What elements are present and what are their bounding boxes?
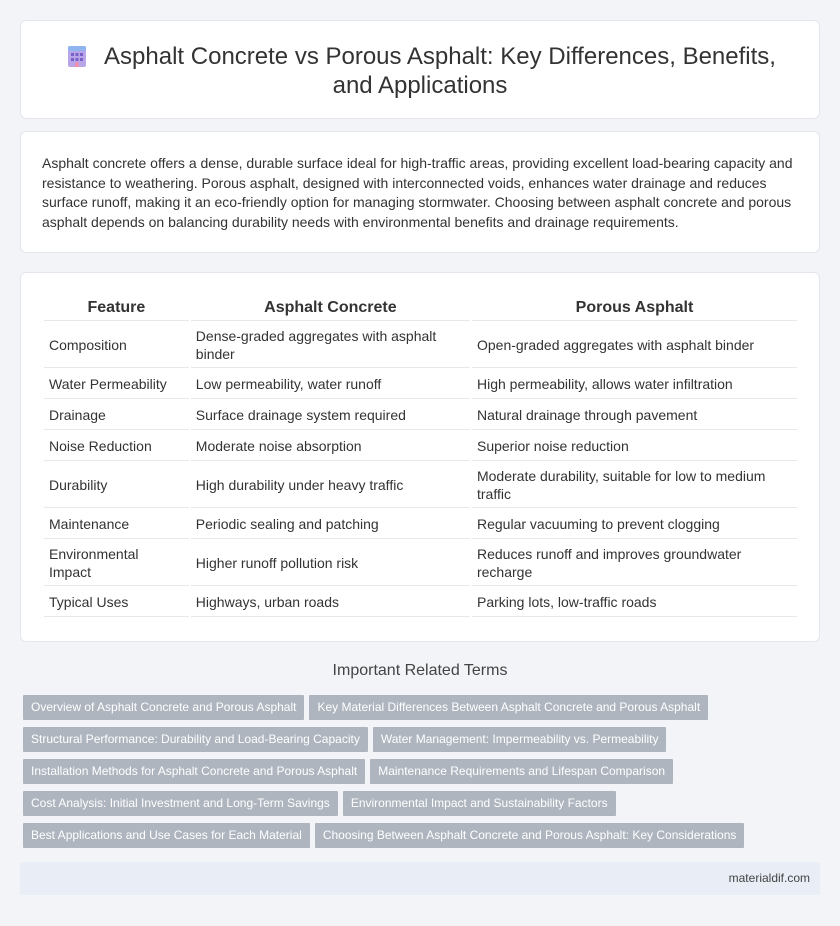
table-row xyxy=(44,432,797,461)
table-cell: Moderate durability, suitable for low to medium traffic xyxy=(472,463,797,508)
table-cell: Composition xyxy=(44,323,189,368)
footer xyxy=(20,862,820,895)
table-row xyxy=(44,463,797,508)
footer-site-link[interactable]: materialdif.com xyxy=(728,871,810,885)
table-row xyxy=(44,323,797,368)
related-term-link[interactable]: Water Management: Impermeability vs. Permeability xyxy=(373,727,667,752)
related-term-link[interactable]: Environmental Impact and Sustainability Factors xyxy=(343,791,616,816)
page-title xyxy=(61,42,779,100)
header-card xyxy=(20,20,820,119)
comparison-table xyxy=(42,295,799,619)
related-term-link[interactable]: Choosing Between Asphalt Concrete and Porous Asphalt: Key Considerations xyxy=(315,823,745,848)
related-term-link[interactable]: Maintenance Requirements and Lifespan Comparison xyxy=(370,759,673,784)
table-row xyxy=(44,370,797,399)
table-cell: Noise Reduction xyxy=(44,432,189,461)
table-row xyxy=(44,588,797,617)
table-cell: Surface drainage system required xyxy=(191,401,470,430)
table-cell: Highways, urban roads xyxy=(191,588,470,617)
page-title-text: Asphalt Concrete vs Porous Asphalt: Key Differences, Benefits, and Applications xyxy=(104,43,776,99)
table-cell: Water Permeability xyxy=(44,370,189,399)
related-term-link[interactable]: Installation Methods for Asphalt Concrete and Porous Asphalt xyxy=(23,759,365,784)
related-term-link[interactable]: Cost Analysis: Initial Investment and Long-Term Savings xyxy=(23,791,338,816)
related-term-link[interactable]: Best Applications and Use Cases for Each Material xyxy=(23,823,310,848)
table-cell: Maintenance xyxy=(44,510,189,539)
related-terms-list xyxy=(23,695,823,855)
table-cell: Periodic sealing and patching xyxy=(191,510,470,539)
table-cell: Higher runoff pollution risk xyxy=(191,541,470,586)
building-icon xyxy=(64,43,90,69)
intro-paragraph: Asphalt concrete offers a dense, durable surface ideal for high-traffic areas, providing excellent load-bearing capacity and resistance to weathering. Porous asphalt, designed with interconnected voids, enhances water drainage and reduces surface runoff, making it an eco-friendly option for managing stormwater. Choosing between asphalt concrete and porous asphalt depends on balancing durability needs with environmental benefits and drainage requirements. xyxy=(42,155,793,230)
header-porous-asphalt: Porous Asphalt xyxy=(472,297,797,321)
table-cell: Drainage xyxy=(44,401,189,430)
table-cell: Low permeability, water runoff xyxy=(191,370,470,399)
table-cell: Superior noise reduction xyxy=(472,432,797,461)
header-feature: Feature xyxy=(44,297,189,321)
table-cell: Reduces runoff and improves groundwater recharge xyxy=(472,541,797,586)
table-cell: Regular vacuuming to prevent clogging xyxy=(472,510,797,539)
table-row xyxy=(44,401,797,430)
table-cell: Natural drainage through pavement xyxy=(472,401,797,430)
related-term-link[interactable]: Overview of Asphalt Concrete and Porous Asphalt xyxy=(23,695,304,720)
comparison-table-card xyxy=(20,272,820,642)
table-cell: Typical Uses xyxy=(44,588,189,617)
table-cell: Environmental Impact xyxy=(44,541,189,586)
table-header-row xyxy=(44,297,797,321)
header-asphalt-concrete: Asphalt Concrete xyxy=(191,297,470,321)
related-term-link[interactable]: Structural Performance: Durability and Load-Bearing Capacity xyxy=(23,727,368,752)
table-row xyxy=(44,541,797,586)
table-cell: High durability under heavy traffic xyxy=(191,463,470,508)
related-term-link[interactable]: Key Material Differences Between Asphalt Concrete and Porous Asphalt xyxy=(309,695,708,720)
table-cell: Durability xyxy=(44,463,189,508)
table-cell: High permeability, allows water infiltration xyxy=(472,370,797,399)
intro-card xyxy=(20,131,820,253)
table-cell: Dense-graded aggregates with asphalt binder xyxy=(191,323,470,368)
table-row xyxy=(44,510,797,539)
table-cell: Parking lots, low-traffic roads xyxy=(472,588,797,617)
related-terms-title: Important Related Terms xyxy=(332,662,508,679)
table-cell: Open-graded aggregates with asphalt binder xyxy=(472,323,797,368)
table-cell: Moderate noise absorption xyxy=(191,432,470,461)
